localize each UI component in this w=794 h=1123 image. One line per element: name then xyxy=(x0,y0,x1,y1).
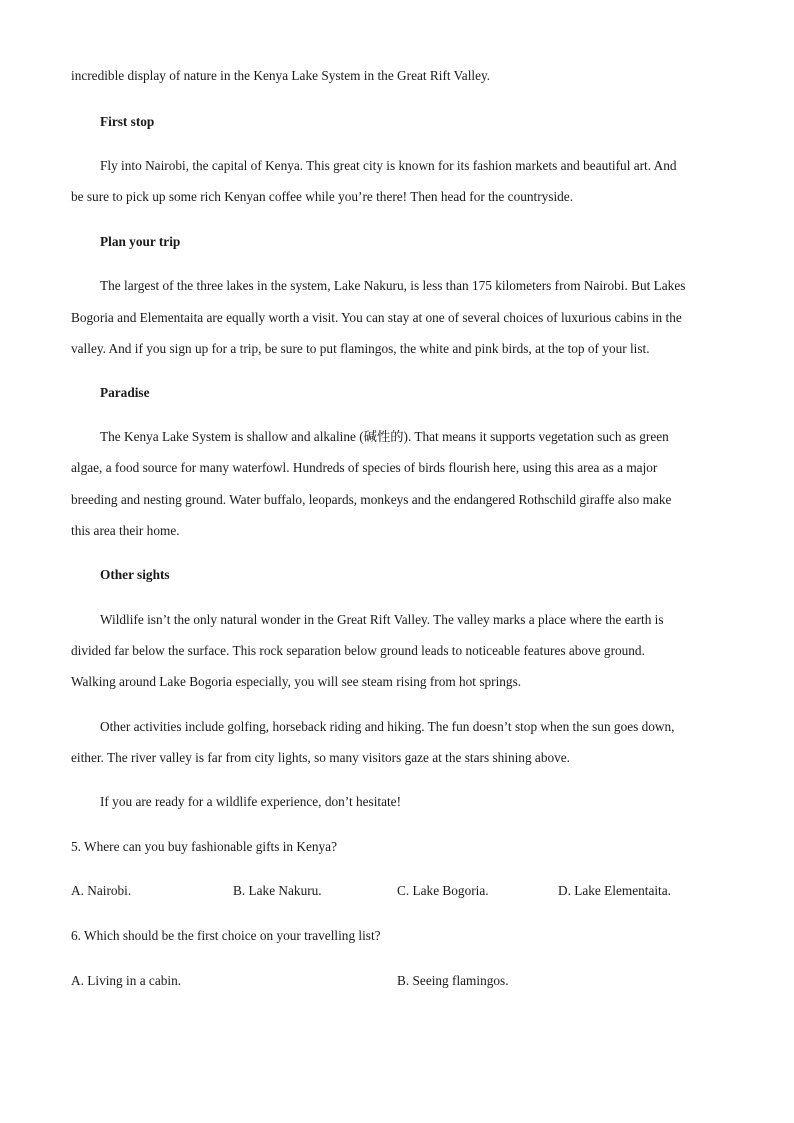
other-activities-line-2: either. The river valley is far from city lights, so many visitors gaze at the stars shining above. xyxy=(71,750,571,765)
first-stop-line-1: Fly into Nairobi, the capital of Kenya. This great city is known for its fashion markets and beautiful art. And xyxy=(100,158,677,173)
first-stop-line-2: be sure to pick up some rich Kenyan coffee while you’re there! Then head for the countryside. xyxy=(71,189,574,204)
question-5-option-d: D. Lake Elementaita. xyxy=(558,883,671,898)
other-sights-line-2: divided far below the surface. This rock separation below ground leads to noticeable features above ground. xyxy=(71,643,645,658)
heading-paradise: Paradise xyxy=(100,385,150,400)
question-5-stem: 5. Where can you buy fashionable gifts in Kenya? xyxy=(71,839,337,854)
question-6-option-a: A. Living in a cabin. xyxy=(71,973,182,988)
heading-first-stop: First stop xyxy=(100,114,155,129)
question-6-stem: 6. Which should be the first choice on your travelling list? xyxy=(71,928,381,943)
question-5-option-c: C. Lake Bogoria. xyxy=(397,883,489,898)
other-activities-line-1: Other activities include golfing, horseback riding and hiking. The fun doesn’t stop when the sun goes down, xyxy=(100,719,675,734)
question-6-option-b: B. Seeing flamingos. xyxy=(397,973,509,988)
paradise-line-3: breeding and nesting ground. Water buffalo, leopards, monkeys and the endangered Rothschild giraffe also make xyxy=(71,492,672,507)
question-5-option-b: B. Lake Nakuru. xyxy=(233,883,322,898)
paradise-line-1: The Kenya Lake System is shallow and alkaline (碱性的). That means it supports vegetation such as green xyxy=(100,429,669,444)
other-sights-line-1: Wildlife isn’t the only natural wonder in the Great Rift Valley. The valley marks a place where the earth is xyxy=(100,612,664,627)
heading-plan-your-trip: Plan your trip xyxy=(100,234,181,249)
closing-line: If you are ready for a wildlife experience, don’t hesitate! xyxy=(100,794,402,809)
question-5-option-a: A. Nairobi. xyxy=(71,883,132,898)
paradise-line-4: this area their home. xyxy=(71,523,180,538)
intro-tail-text: incredible display of nature in the Kenya Lake System in the Great Rift Valley. xyxy=(71,68,491,83)
plan-trip-line-1: The largest of the three lakes in the system, Lake Nakuru, is less than 175 kilometers from Nairobi. But Lakes xyxy=(100,278,686,293)
plan-trip-line-2: Bogoria and Elementaita are equally worth a visit. You can stay at one of several choices of luxurious cabins in the xyxy=(71,310,682,325)
plan-trip-line-3: valley. And if you sign up for a trip, be sure to put flamingos, the white and pink birds, at the top of your list. xyxy=(71,341,650,356)
paradise-line-2: algae, a food source for many waterfowl. Hundreds of species of birds flourish here, using this area as a major xyxy=(71,460,658,475)
heading-other-sights: Other sights xyxy=(100,567,170,582)
other-sights-line-3: Walking around Lake Bogoria especially, you will see steam rising from hot springs. xyxy=(71,674,522,689)
